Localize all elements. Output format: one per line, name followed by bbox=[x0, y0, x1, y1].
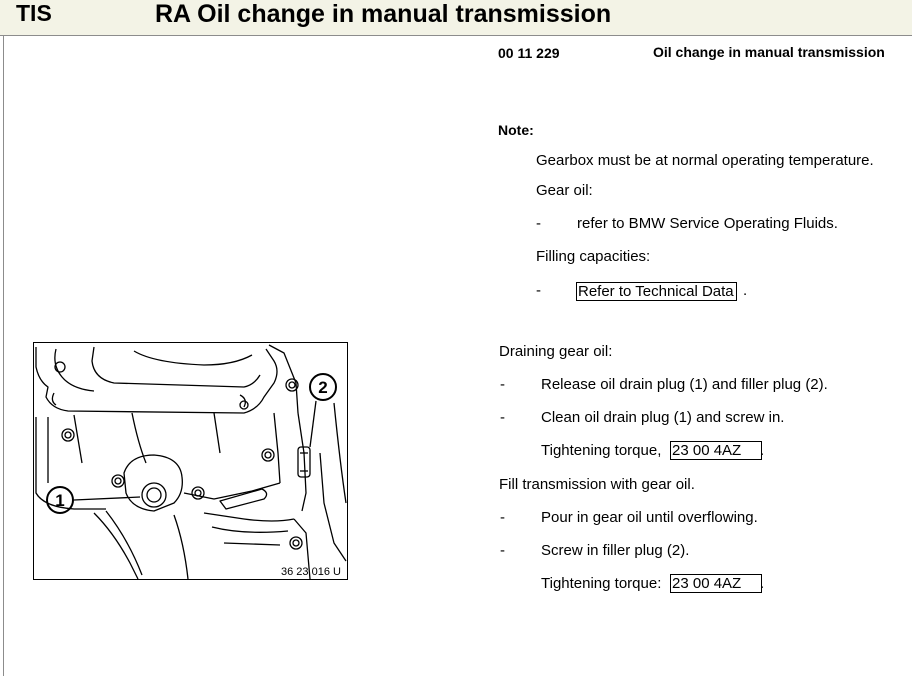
bullet-dash: - bbox=[500, 376, 505, 393]
bullet-dash: - bbox=[536, 282, 541, 299]
period: . bbox=[743, 282, 748, 299]
fill-heading: Fill transmission with gear oil. bbox=[499, 476, 695, 493]
gear-oil-label: Gear oil: bbox=[536, 182, 593, 199]
bullet-dash: - bbox=[536, 215, 541, 232]
note-text: Gearbox must be at normal operating temperature. bbox=[536, 152, 874, 169]
document-code: 00 11 229 bbox=[498, 45, 560, 61]
step-release-plugs: Release oil drain plug (1) and filler plug (2). bbox=[541, 376, 828, 393]
bullet-dash: - bbox=[500, 509, 505, 526]
torque-reference-link[interactable]: 23 00 4AZ bbox=[670, 441, 762, 460]
title-bar bbox=[0, 0, 912, 36]
step-clean-plug: Clean oil drain plug (1) and screw in. bbox=[541, 409, 785, 426]
technical-data-link[interactable]: Refer to Technical Data bbox=[576, 282, 737, 301]
document-heading: Oil change in manual transmission bbox=[653, 44, 885, 60]
period: . bbox=[760, 442, 765, 459]
period: . bbox=[760, 575, 765, 592]
transmission-drawing bbox=[34, 343, 347, 579]
step-screw-filler: Screw in filler plug (2). bbox=[541, 542, 690, 559]
callout-2: 2 bbox=[318, 378, 328, 397]
app-name: TIS bbox=[16, 0, 52, 26]
torque-label: Tightening torque, bbox=[541, 442, 662, 459]
draining-heading: Draining gear oil: bbox=[499, 343, 613, 360]
page-title: RA Oil change in manual transmission bbox=[155, 0, 612, 28]
gear-oil-reference: refer to BMW Service Operating Fluids. bbox=[577, 215, 838, 232]
callout-1: 1 bbox=[55, 491, 65, 510]
filling-capacities-label: Filling capacities: bbox=[536, 248, 651, 265]
figure-id: 36 23 016 U bbox=[281, 566, 341, 578]
bullet-dash: - bbox=[500, 409, 505, 426]
note-label: Note: bbox=[498, 122, 534, 138]
bullet-dash: - bbox=[500, 542, 505, 559]
step-pour-oil: Pour in gear oil until overflowing. bbox=[541, 509, 758, 526]
transmission-diagram bbox=[33, 342, 348, 580]
torque-reference-link[interactable]: 23 00 4AZ bbox=[670, 574, 762, 593]
torque-label: Tightening torque: bbox=[541, 575, 662, 592]
content-border bbox=[3, 36, 4, 676]
